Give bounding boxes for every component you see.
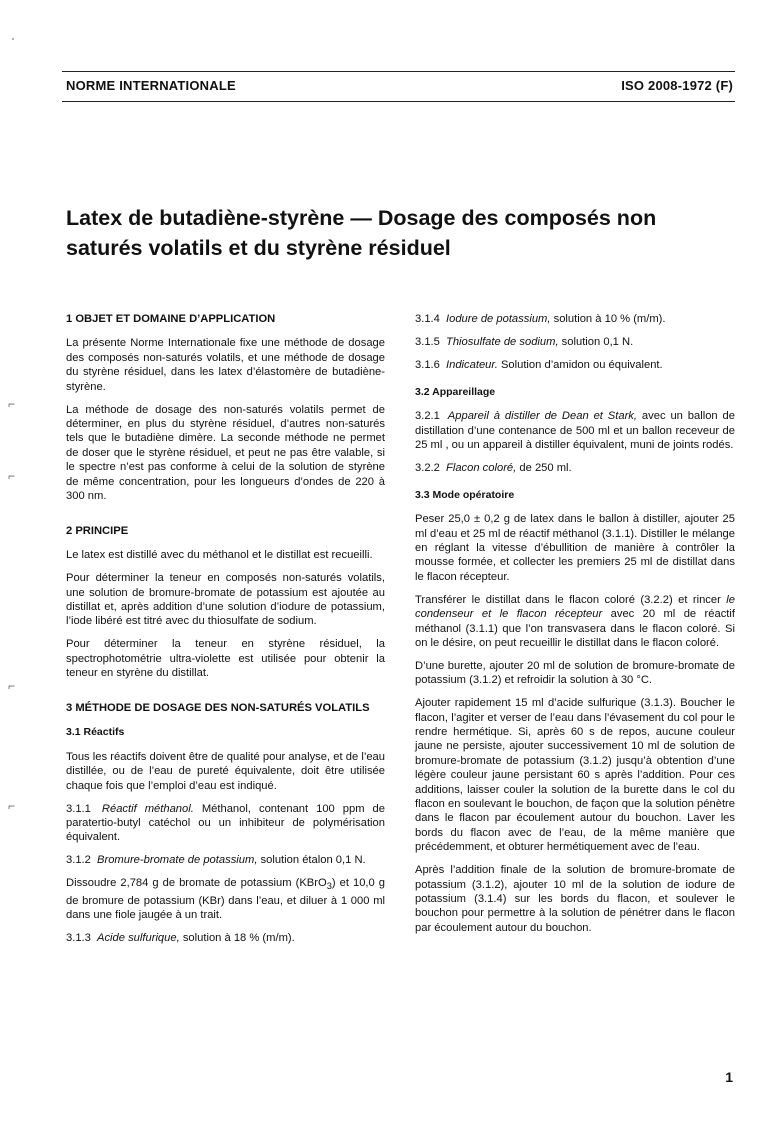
section-1-paragraph-2: La méthode de dosage des non-saturés volatils permet de déterminer, en plus du styrène résiduel, d’autres non-saturés tels que le butadiène dimère. La seconde méthode ne permet de doser que le styrène résiduel, et peut ne pas être valable, si le spectre n’est pas conforme à celui de la solution de styrène de même concentration, pour les longueurs d’ondes de 220 à 300 nm. — [66, 403, 385, 502]
clause-number: 3.1.2 — [66, 854, 91, 867]
section-3-2-2 — [415, 461, 735, 475]
section-3-1-2 — [66, 853, 385, 867]
clause-number: 3.1.5 — [415, 335, 440, 348]
section-2-paragraph-2: Pour déterminer la teneur en composés non-saturés volatils, une solution de bromure-bromate de potassium est ajoutée au distillat et, après addition d’une solution d’iodure de potassium, l’iode libéré est titré avec du thiosulfate de sodium. — [66, 572, 385, 628]
emphasis-text: le condenseur et le flacon récepteur — [415, 593, 736, 621]
section-3-3-heading: 3.3 Mode opératoire — [415, 488, 515, 501]
section-3-3-paragraph-2 — [415, 593, 735, 651]
header-bottom-rule — [62, 101, 735, 102]
margin-bracket-mark: ⌐ — [8, 799, 16, 813]
clause-title: Indicateur. — [446, 358, 498, 371]
text-segment: Dissoudre 2,784 g de bromate de potassium (KBrO — [66, 877, 327, 890]
text-segment: avec 20 ml de réactif méthanol (3.1.1) que l’on transvasera dans le flacon coloré. Si on le désire, on peut recueillir le distillat dans le flacon coloré. — [415, 608, 735, 649]
page-header — [66, 78, 733, 93]
clause-number: 3.1.4 — [415, 313, 440, 325]
page-number: 1 — [725, 1069, 733, 1085]
section-3-2-1 — [415, 409, 735, 452]
section-3-3-paragraph-4: Ajouter rapidement 15 ml d’acide sulfurique (3.1.3). Boucher le flacon, l’agiter et verser de l’eau dans l’évasement du col pour le rendre hermétique. Si, après 60 s de repos, aucune couleur jaune ne persiste, ajouter successivement 10 ml de solution de bromure-bromate de potassium (3.1.2) jusqu’à obtention d’une légère couleur jaune persistant 60 s après l’addition. Pour ces additions, laisser couler la solution de la burette dans le col du flacon en soulevant le bouchon, de façon que la solution pénètre dans le flacon par écoulement autour du bouchon. Laver les bords du flacon avec de l’eau, de la même manière que précédemment, et obturer hermétiquement avec de l’eau. — [415, 697, 735, 854]
clause-text: de 250 ml. — [519, 461, 572, 474]
right-column — [415, 312, 735, 944]
clause-text: solution étalon 0,1 N. — [260, 854, 366, 867]
clause-text: solution 0,1 N. — [561, 335, 634, 348]
clause-text: Solution d’amidon ou équivalent. — [500, 358, 663, 371]
clause-title: Acide sulfurique, — [97, 932, 180, 945]
section-3-3-paragraph-5: Après l’addition finale de la solution de bromure-bromate de potassium (3.1.2), ajouter 10 ml de la solution de iodure de potassium (3.1.4) sur les bords du flacon, et soulever le bouchon pour permettre à la solution de pénétrer dans le flacon par écoulement autour du bouchon. — [415, 864, 735, 934]
section-3-1-paragraph: Tous les réactifs doivent être de qualité pour analyse, et de l’eau distillée, ou de l’eau de pureté équivalente, doit être utilisée chaque fois que l’emploi d’eau est indiqué. — [66, 750, 385, 792]
clause-number: 3.2.1 — [415, 410, 440, 423]
margin-bracket-mark: ⌐ — [8, 679, 16, 693]
section-1-paragraph-1: La présente Norme Internationale fixe une méthode de dosage des composés non-saturés volatils, et une méthode de dosage du styrène résiduel, dans les latex d’élastomère de butadiène-styrène. — [66, 337, 385, 393]
clause-number: 3.1.1 — [66, 802, 91, 815]
header-standard-type: NORME INTERNATIONALE — [66, 78, 236, 93]
section-3-2-heading: 3.2 Appareillage — [415, 385, 496, 398]
clause-title: Thiosulfate de sodium, — [446, 335, 559, 348]
section-3-1-1 — [66, 802, 385, 845]
clause-text: solution à 10 % (m/m). — [553, 313, 666, 325]
clause-title: Réactif méthanol. — [101, 802, 194, 815]
section-3-1-2-paragraph-2 — [66, 876, 385, 922]
section-3-1-6 — [415, 358, 735, 372]
section-3-3-paragraph-3: D’une burette, ajouter 20 ml de solution de bromure-bromate de potassium (3.1.2) et refroidir la solution à 30 °C. — [415, 659, 735, 687]
header-top-rule — [62, 71, 735, 72]
margin-bracket-mark: ⌐ — [8, 397, 16, 411]
section-2-heading: 2 PRINCIPE — [66, 524, 129, 537]
section-3-1-3 — [66, 931, 385, 945]
text-segment: ) et 10,0 g de bromure de potassium (KBr) dans l’eau, et diluer à 1 000 ml dans une fiole jaugée à un trait. — [66, 877, 385, 922]
document-title: Latex de butadiène-styrène — Dosage des composés non saturés volatils et du styrène résiduel — [66, 206, 657, 260]
header-standard-number: ISO 2008-1972 (F) — [621, 78, 733, 93]
text-segment: Transférer le distillat dans le flacon coloré (3.2.2) et rincer — [415, 593, 721, 606]
left-column — [66, 312, 385, 954]
clause-text: Méthanol, contenant 100 ppm de paratertio-butyl catéchol ou un inhibiteur de polymérisation équivalent. — [66, 802, 385, 844]
clause-title: Flacon coloré, — [446, 461, 517, 474]
clause-title: Bromure-bromate de potassium, — [97, 854, 258, 867]
clause-number: 3.1.6 — [415, 358, 440, 371]
scan-speck — [12, 38, 14, 40]
clause-number: 3.1.3 — [66, 932, 91, 945]
section-2-paragraph-1: Le latex est distillé avec du méthanol et le distillat est recueilli. — [66, 549, 373, 562]
clause-number: 3.2.2 — [415, 461, 440, 474]
subscript: 3 — [326, 881, 332, 892]
clause-text: solution à 18 % (m/m). — [182, 932, 295, 945]
section-3-1-heading: 3.1 Réactifs — [66, 726, 125, 739]
clause-text: avec un ballon de distillation d’une contenance de 500 ml et un ballon receveur de 25 ml , ou un appareil à distiller équivalent, muni de joints rodés. — [415, 410, 735, 451]
section-3-heading: 3 MÉTHODE DE DOSAGE DES NON-SATURÉS VOLATILS — [66, 702, 370, 715]
clause-title: Iodure de potassium, — [446, 313, 551, 325]
section-2-paragraph-3: Pour déterminer la teneur en styrène résiduel, la spectrophotométrie ultra-violette est utilisée pour obtenir la teneur en styrène du distillat. — [66, 638, 385, 680]
section-3-1-4 — [415, 312, 735, 326]
section-3-3-paragraph-1: Peser 25,0 ± 0,2 g de latex dans le ballon à distiller, ajouter 25 ml d’eau et 25 ml de réactif méthanol (3.1.1). Distiller le mélange en réglant la vitesse d’ébullition de manière à contrôler la mousse formée, et collecter les premiers 25 ml de distillat dans le flacon récepteur. — [415, 513, 735, 583]
section-3-1-5 — [415, 335, 735, 349]
section-1-heading: 1 OBJET ET DOMAINE D’APPLICATION — [66, 313, 276, 325]
margin-bracket-mark: ⌐ — [8, 469, 16, 483]
clause-title: Appareil à distiller de Dean et Stark, — [447, 410, 638, 423]
